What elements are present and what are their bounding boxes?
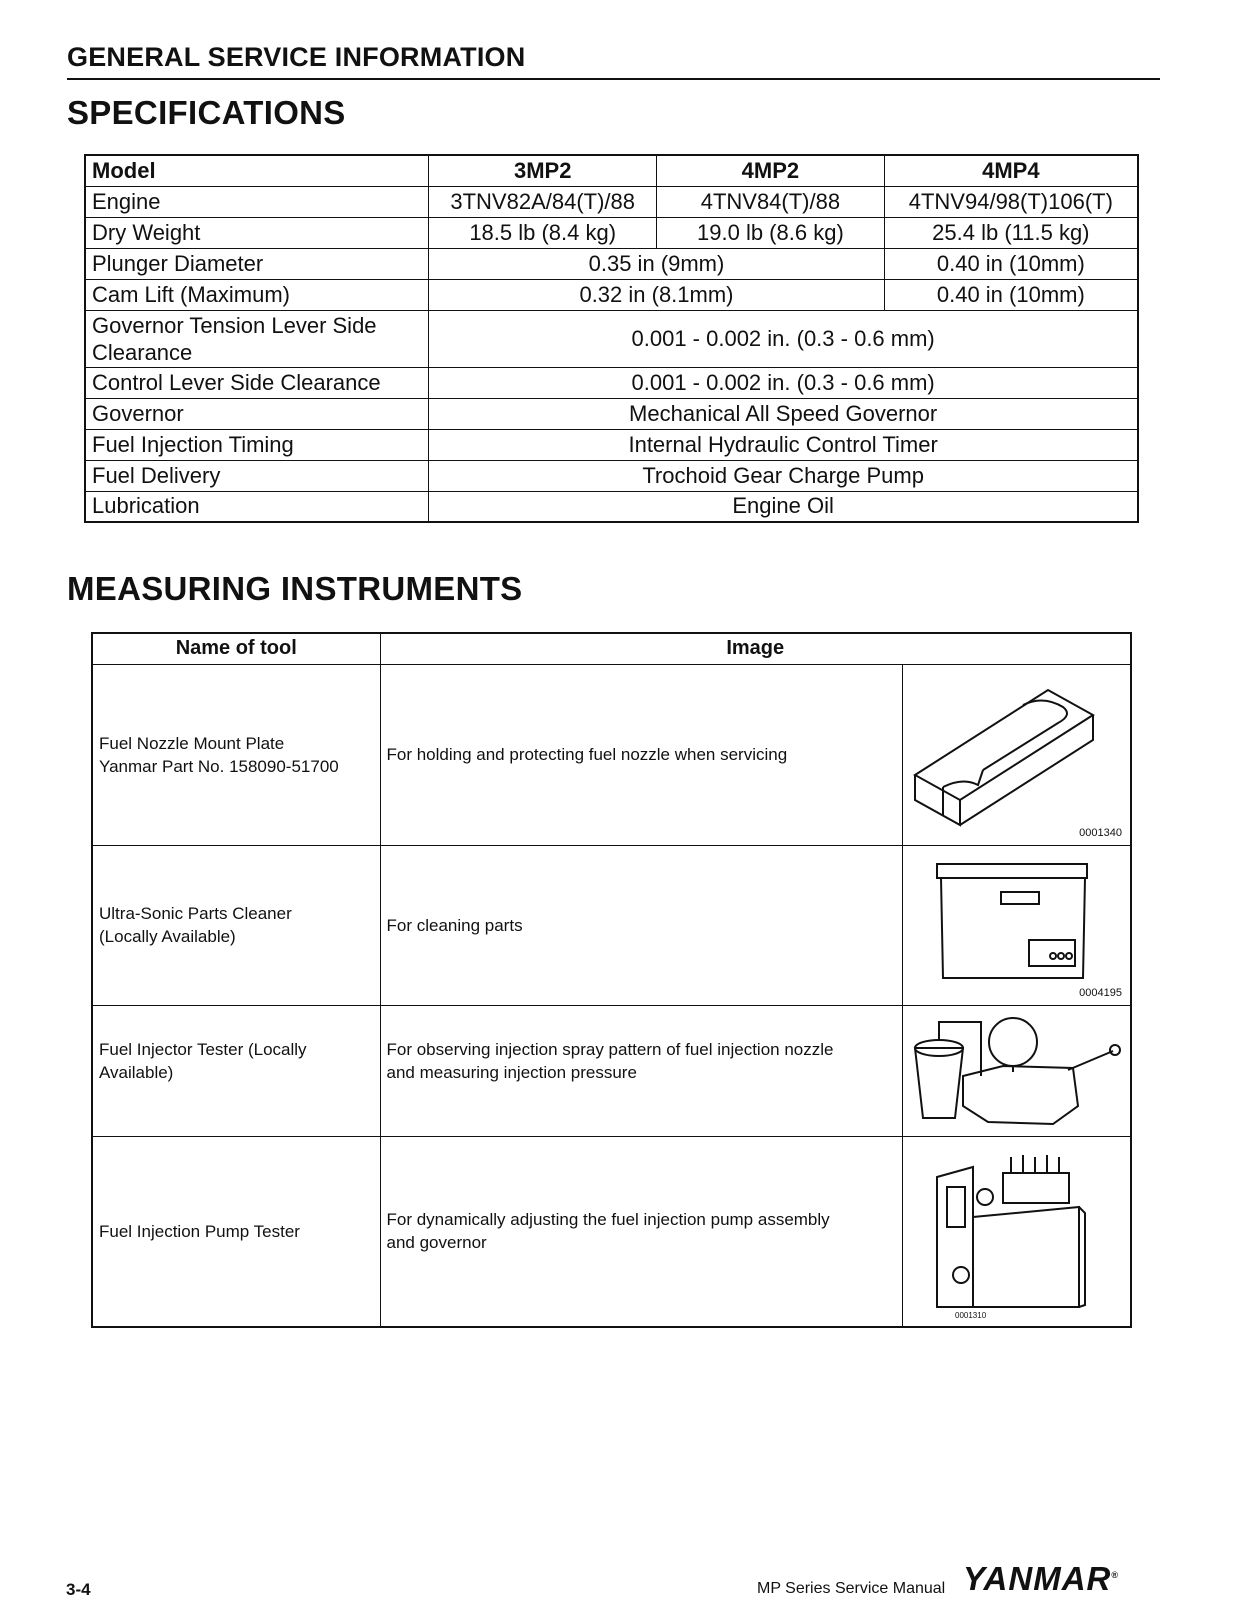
table-row <box>92 845 1131 1005</box>
row-label: Fuel Delivery <box>85 460 429 491</box>
cell: 0.001 - 0.002 in. (0.3 - 0.6 mm) <box>429 367 1138 398</box>
row-label: Governor <box>85 398 429 429</box>
cell: 0.32 in (8.1mm) <box>429 279 884 310</box>
tool-name-line: Fuel Nozzle Mount Plate <box>99 733 285 753</box>
row-label: Plunger Diameter <box>85 248 429 279</box>
column-header: 4MP4 <box>884 155 1138 186</box>
table-row <box>92 1005 1131 1136</box>
cell: 19.0 lb (8.6 kg) <box>657 217 885 248</box>
section-header <box>67 38 1160 80</box>
row-label <box>85 310 429 367</box>
table-row <box>85 217 1138 248</box>
row-label: Fuel Injection Timing <box>85 429 429 460</box>
tool-description-line: For dynamically adjusting the fuel injection pump assembly <box>386 1210 830 1230</box>
parts-cleaner-icon <box>903 846 1130 1004</box>
tool-description-line: For holding and protecting fuel nozzle when servicing <box>386 745 788 764</box>
measuring-instruments-title: MEASURING INSTRUMENTS <box>67 570 523 607</box>
tool-name-line: Ultra-Sonic Parts Cleaner <box>99 904 292 923</box>
cell: 0.40 in (10mm) <box>884 248 1138 279</box>
table-row <box>92 1136 1131 1327</box>
manual-title: MP Series Service Manual <box>757 1580 946 1597</box>
cell: Trochoid Gear Charge Pump <box>429 460 1138 491</box>
tool-name <box>92 1005 380 1136</box>
image-code: 0004195 <box>1079 986 1122 999</box>
measuring-instruments-table <box>91 632 1132 1328</box>
tool-description <box>380 1005 903 1136</box>
cell: 18.5 lb (8.4 kg) <box>429 217 657 248</box>
column-header: Image <box>380 633 1131 664</box>
cell: Engine Oil <box>429 491 1138 522</box>
cell: 25.4 lb (11.5 kg) <box>884 217 1138 248</box>
tool-description-line: For observing injection spray pattern of fuel injection nozzle <box>386 1039 834 1059</box>
mount-plate-icon <box>903 665 1130 845</box>
row-label: Control Lever Side Clearance <box>85 367 429 398</box>
tool-name <box>92 1136 380 1327</box>
table-row <box>92 664 1131 845</box>
table-row <box>85 398 1138 429</box>
cell: 4TNV84(T)/88 <box>657 186 885 217</box>
table-header-row <box>85 155 1138 186</box>
tool-description <box>380 1136 903 1327</box>
tool-name-line: Fuel Injection Pump Tester <box>99 1221 300 1241</box>
yanmar-logo <box>963 1560 1119 1598</box>
row-label-line: Governor Tension Lever Side <box>92 312 377 338</box>
cell: 0.35 in (9mm) <box>429 248 884 279</box>
table-row <box>85 310 1138 367</box>
table-header-row <box>92 633 1131 664</box>
tool-description <box>380 845 903 1005</box>
cell: Internal Hydraulic Control Timer <box>429 429 1138 460</box>
column-header: Name of tool <box>92 633 380 664</box>
pump-tester-icon <box>903 1137 1130 1326</box>
table-row <box>85 248 1138 279</box>
table-row <box>85 279 1138 310</box>
row-label: Engine <box>85 186 429 217</box>
tool-description <box>380 664 903 845</box>
tool-name-line: Fuel Injector Tester (Locally <box>99 1039 307 1059</box>
row-label: Cam Lift (Maximum) <box>85 279 429 310</box>
row-label-line: Clearance <box>92 339 193 365</box>
table-row <box>85 460 1138 491</box>
specifications-table <box>84 154 1139 523</box>
column-header: Model <box>85 155 429 186</box>
tool-description-line: and governor <box>386 1233 487 1253</box>
tool-name-line: (Locally Available) <box>99 927 236 946</box>
tool-image <box>903 845 1132 1005</box>
cell: 3TNV82A/84(T)/88 <box>429 186 657 217</box>
table-row <box>85 186 1138 217</box>
tool-image <box>903 1136 1132 1327</box>
tool-description-line: For cleaning parts <box>386 915 523 935</box>
tool-image <box>903 1005 1132 1136</box>
tool-image <box>903 664 1132 845</box>
cell: 0.001 - 0.002 in. (0.3 - 0.6 mm) <box>429 310 1138 367</box>
image-code: 0001340 <box>1079 826 1122 839</box>
tool-name-line: Available) <box>99 1062 174 1082</box>
row-label: Lubrication <box>85 491 429 522</box>
section-title: GENERAL SERVICE INFORMATION <box>67 42 526 72</box>
table-row <box>85 491 1138 522</box>
page-number: 3-4 <box>66 1580 91 1599</box>
registered-mark: ® <box>1111 1570 1120 1580</box>
image-code: 0001310 <box>955 1311 987 1320</box>
cell: Mechanical All Speed Governor <box>429 398 1138 429</box>
table-row <box>85 429 1138 460</box>
tool-name-line: Yanmar Part No. 158090-51700 <box>99 756 339 776</box>
injector-tester-icon <box>903 1006 1130 1135</box>
specifications-title: SPECIFICATIONS <box>67 94 346 131</box>
cell: 4TNV94/98(T)106(T) <box>884 186 1138 217</box>
tool-name <box>92 845 380 1005</box>
logo-text: YANMAR <box>963 1560 1112 1597</box>
column-header: 4MP2 <box>657 155 885 186</box>
table-row <box>85 367 1138 398</box>
tool-name <box>92 664 380 845</box>
row-label: Dry Weight <box>85 217 429 248</box>
tool-description-line: and measuring injection pressure <box>386 1062 637 1082</box>
column-header: 3MP2 <box>429 155 657 186</box>
cell: 0.40 in (10mm) <box>884 279 1138 310</box>
